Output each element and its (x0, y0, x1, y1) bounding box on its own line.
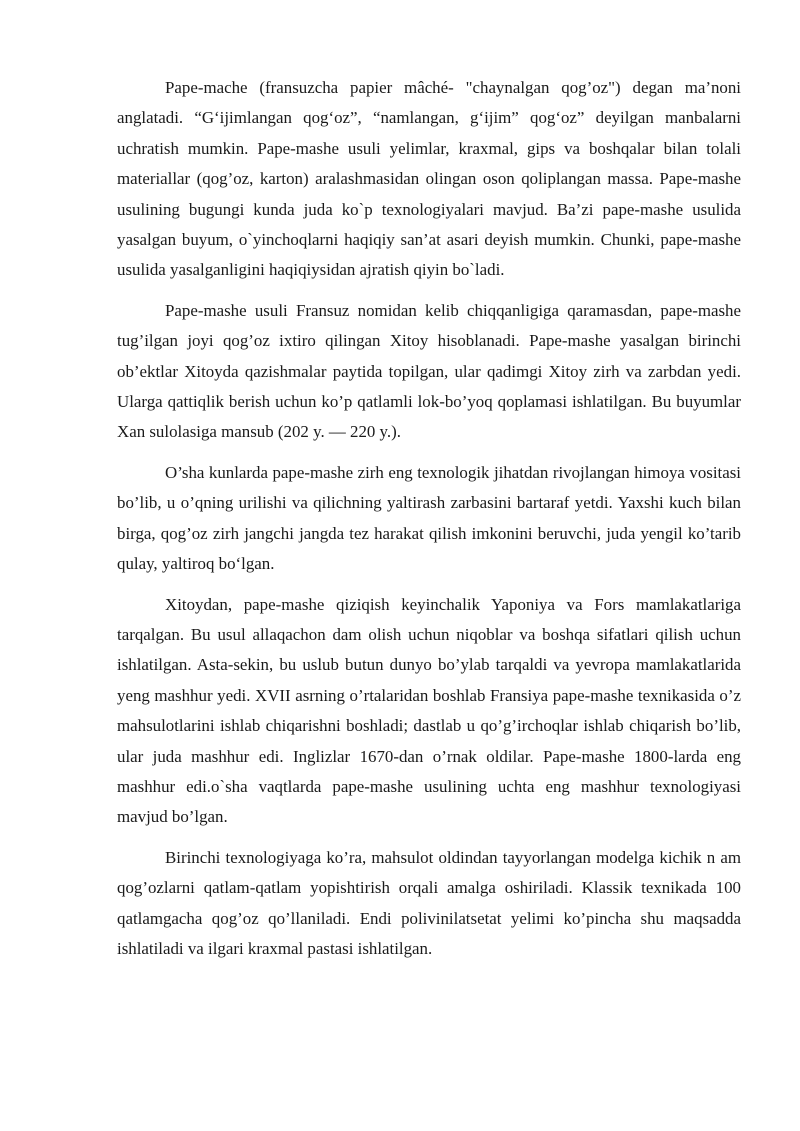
paragraph-1: Pape-mache (fransuzcha papier mâché- "chaynalgan qog’oz") degan ma’noni anglatadi. “G‘ijimlangan qog‘oz”, “namlangan, g‘ijim” qog‘oz” deyilgan manbalarni uchratish mumkin. Pape-mashe usuli yelimlar, kraxmal, gips va boshqalar bilan tolali materiallar (qog’oz, karton) aralashmasidan olingan oson qoliplangan massa. Pape-mashe usulining bugungi kunda juda ko`p texnologiyalari mavjud. Ba’zi pape-mashe usulida yasalgan buyum, o`yinchoqlarni haqiqiy san’at asari deyish mumkin. Chunki, pape-mashe usulida yasalganligini haqiqiysidan ajratish qiyin bo`ladi. (117, 78, 741, 280)
paragraph-5: Birinchi texnologiyaga ko’ra, mahsulot oldindan tayyorlangan modelga kichik n am qog’ozlarni qatlam-qatlam yopishtirish orqali amalga oshiriladi. Klassik texnikada 100 qatlamgacha qog’oz qo’llaniladi. Endi polivinilatsetat yelimi ko’pincha shu maqsadda ishlatiladi va ilgari kraxmal pastasi ishlatilgan. (117, 847, 741, 958)
paragraph-3: O’sha kunlarda pape-mashe zirh eng texnologik jihatdan rivojlangan himoya vositasi bo’lib, u o’qning urilishi va qilichning yaltirash zarbasini bartaraf yetdi. Yaxshi kuch bilan birga, qog’oz zirh jangchi jangda tez harakat qilish imkonini beruvchi, juda yengil ko’tarib qulay, yaltiroq bo‘lgan. (117, 462, 741, 574)
document-body (117, 73, 741, 974)
paragraph-2: Pape-mashe usuli Fransuz nomidan kelib chiqqanligiga qaramasdan, pape-mashe tug’ilgan joyi qog’oz ixtiro qilingan Xitoy hisoblanadi. Pape-mashe yasalgan birinchi ob’ektlar Xitoyda qazishmalar paytida topilgan, ular qadimgi Xitoy zirh va zarbdan yedi. Ularga qattiqlik berish uchun ko’p qatlamli lok-bo’yoq qoplamasi ishlatilgan. Bu buyumlar Xan sulolasiga mansub (202 y. — 220 y.). (117, 300, 741, 442)
paragraph-4: Xitoydan, pape-mashe qiziqish keyinchalik Yaponiya va Fors mamlakatlariga tarqalgan. Bu usul allaqachon dam olish uchun niqoblar va boshqa sifatlari qilish uchun ishlatilgan. Asta-sekin, bu uslub butun dunyo bo’ylab tarqaldi va yevropa mamlakatlarida yeng mashhur yedi. XVII asrning o’rtalaridan boshlab Fransiya pape-mashe texnikasida o’z mahsulotlarini ishlab chiqarishni boshladi; dastlab u qo’g’irchoqlar ishlab chiqarish bo’lib, ular juda mashhur edi. Inglizlar 1670-dan o’rnak oldilar. Pape-mashe 1800-larda eng mashhur edi.o`sha vaqtlarda pape-mashe usulining uchta eng mashhur texnologiyasi mavjud bo’lgan. (117, 594, 741, 827)
